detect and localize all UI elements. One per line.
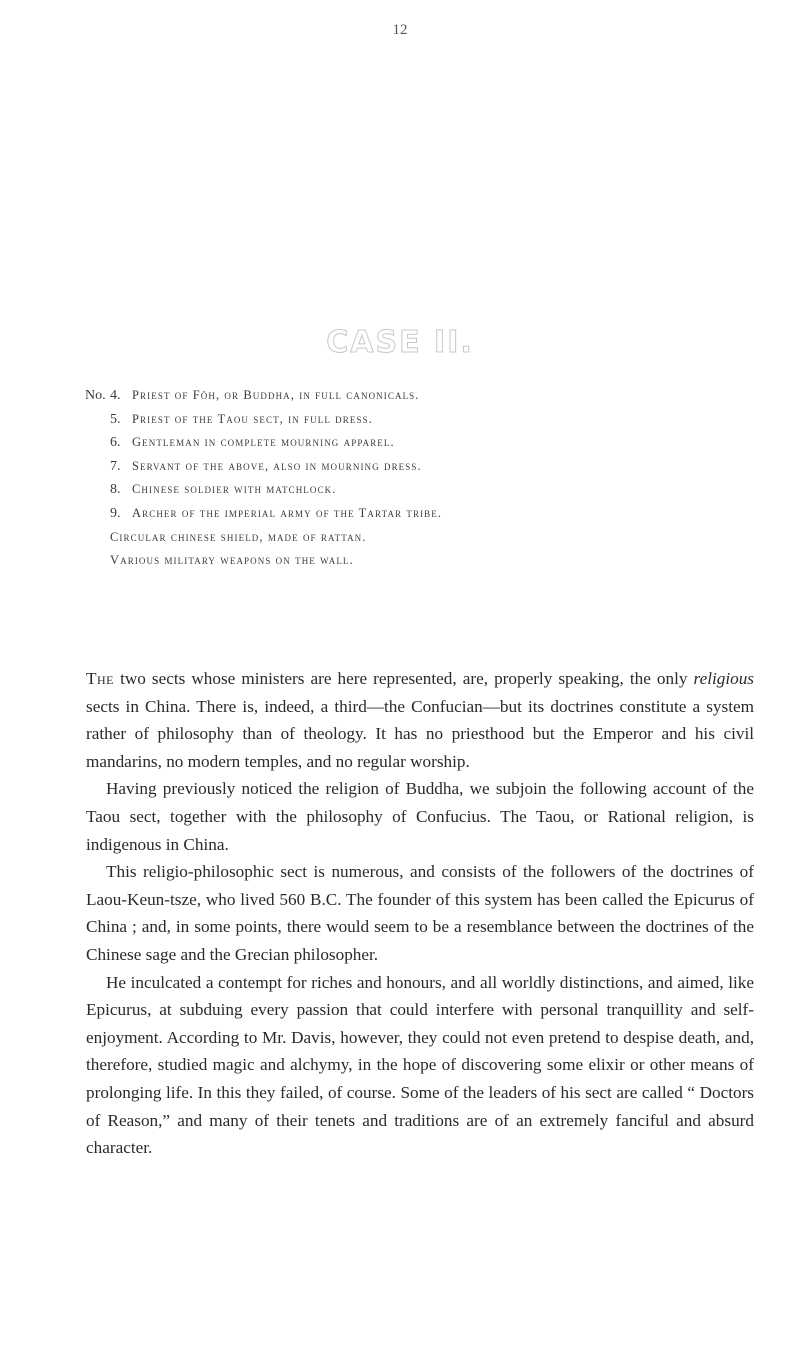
item-text: Chinese soldier with matchlock. [132,482,337,497]
list-item [110,506,750,530]
paragraph-text: sects in China. There is, indeed, a third—the Confucian—but its doctrines constitute a system rather of philosophy than of theology. It has no priesthood but the Emperor and his civil mandarins, no modern temples, and no regular worship. [86,696,754,771]
item-text: Servant of the above, also in mourning dress. [132,458,422,473]
item-text: Priest of Föh, or Buddha, in full canonicals. [132,388,420,402]
list-item [85,388,750,412]
paragraph-text: two sects whose ministers are here represented, are, properly speaking, the only [114,669,694,688]
list-item [110,482,750,506]
list-item [110,553,750,577]
paragraph [86,665,754,775]
item-number: 4. [110,388,121,403]
item-number: 9. [110,505,121,521]
paragraph: Having previously noticed the religion of Buddha, we subjoin the following account of the Taou sect, together with the philosophy of Confucius. The Taou, or Rational religion, is indigenous in China. [86,779,754,854]
lead-word: The [86,669,114,688]
body-text [86,665,754,1162]
list-item [110,412,750,436]
case-contents-list [85,388,750,577]
number-prefix: No. [85,388,106,403]
list-item [110,435,750,459]
emphasis-text: religious [693,669,754,688]
paragraph: He inculcated a contempt for riches and honours, and all worldly distinctions, and aimed, like Epicurus, at subduing every passion that could interfere with personal tranquillity and self-enjoyment. According to Mr. Davis, however, they could not even pretend to despise death, and, therefore, studied magic and alchymy, in the hope of discovering some elixir or other means of prolonging life. In this they failed, of course. Some of the leaders of his sect are called “ Doctors of Reason,” and many of their tenets and traditions are of an extremely fanciful and absurd character. [86,972,754,1158]
list-item [110,459,750,483]
item-number: 8. [110,482,121,498]
page-number: 12 [392,22,408,38]
item-text: Various military weapons on the wall. [110,553,354,568]
item-text: Circular chinese shield, made of rattan. [110,529,367,544]
item-number: 7. [110,458,121,474]
item-text: Priest of the Taou sect, in full dress. [132,411,373,426]
item-text: Gentleman in complete mourning apparel. [132,435,395,450]
item-number: 6. [110,435,121,451]
item-number: 5. [110,411,121,427]
paragraph: This religio-philosophic sect is numerous, and consists of the followers of the doctrines of Laou-Keun-tsze, who lived 560 B.C. The founder of this system has been called the Epicurus of China ; and, in some points, there would seem to be a resemblance between the doctrines of the Chinese sage and the Grecian philosopher. [86,862,754,964]
item-text: Archer of the imperial army of the Tartar tribe. [132,505,443,520]
list-item [110,530,750,554]
case-heading: CASE II. [326,325,474,360]
